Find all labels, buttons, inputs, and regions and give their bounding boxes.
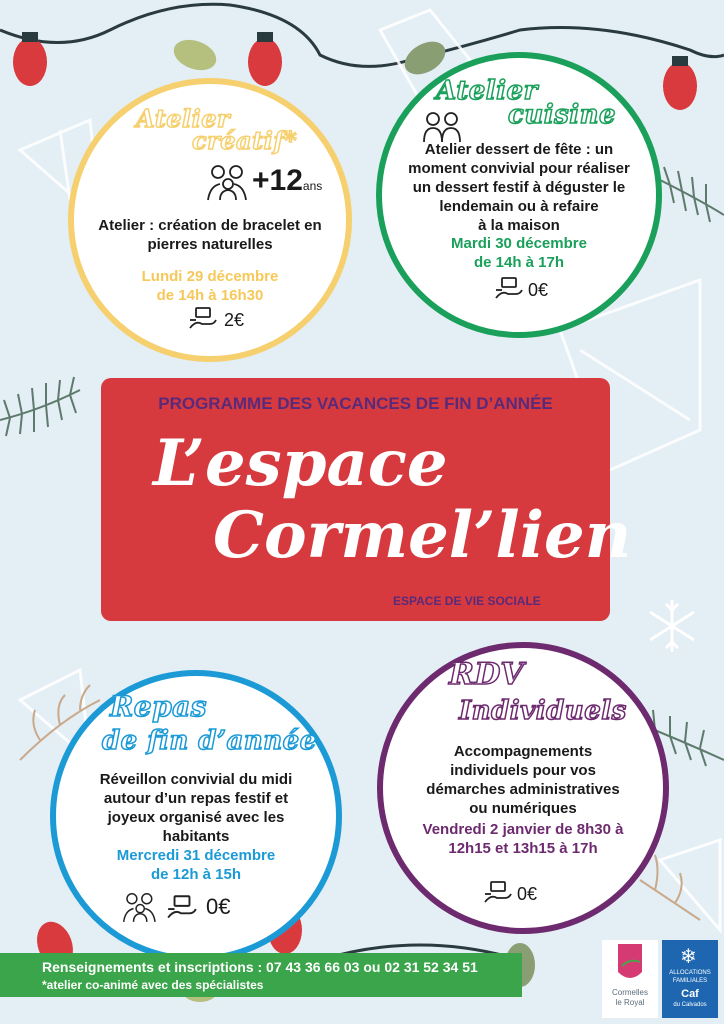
caf-line3: Caf	[681, 988, 699, 1000]
cuisine-title-line1: Atelier	[436, 76, 538, 106]
banner-tagline: ESPACE DE VIE SOCIALE	[393, 594, 541, 608]
cormelles-logo	[602, 940, 658, 1018]
rdv-description-line: individuels pour vos	[450, 762, 596, 779]
repas-description-line: habitants	[162, 828, 230, 845]
cormelles-emblem-icon	[614, 944, 646, 984]
title-banner	[101, 378, 632, 621]
rdv-title-line1: RDV	[449, 657, 525, 692]
creatif-date-line1: Lundi 29 décembre	[141, 268, 279, 285]
payment-hand-icon	[188, 306, 218, 332]
creatif-title-line1: Atelier	[136, 104, 231, 133]
repas-date-line1: Mercredi 31 décembre	[116, 847, 276, 864]
repas-circle	[50, 670, 342, 962]
family-icon	[122, 890, 160, 924]
repas-title-line2: de fin d’année	[102, 726, 317, 756]
caf-line2: FAMILIALES	[672, 978, 708, 984]
rdv-description-line: Accompagnements	[453, 743, 593, 760]
caf-line1: ALLOCATIONS	[669, 970, 711, 976]
creatif-price: 2€	[224, 310, 245, 330]
rdv-description-line: démarches administratives	[426, 781, 620, 798]
atelier-creatif-circle	[68, 78, 352, 362]
cuisine-description-line: Atelier dessert de fête : un	[424, 141, 614, 158]
rdv-circle	[377, 642, 669, 934]
rdv-description-line: ou numériques	[469, 800, 577, 817]
repas-title-line1: Repas	[110, 690, 208, 723]
repas-price: 0€	[206, 894, 231, 919]
rdv-date-line2: 12h15 et 13h15 à 17h	[448, 840, 598, 857]
atelier-cuisine-circle	[376, 52, 662, 338]
caf-line4: du Calvados	[673, 1002, 707, 1008]
creatif-title-line2: créatif*	[192, 126, 298, 155]
banner-subtitle: PROGRAMME DES VACANCES DE FIN D’ANNÉE	[158, 394, 553, 413]
family-icon	[206, 162, 252, 202]
rdv-price: 0€	[517, 884, 538, 904]
caf-snowflake-icon: ❄	[680, 944, 697, 968]
cuisine-date-line1: Mardi 30 décembre	[451, 235, 587, 252]
creatif-description-line1: Atelier : création de bracelet en	[98, 217, 322, 234]
cuisine-price: 0€	[528, 280, 549, 300]
age-unit: ans	[302, 179, 323, 193]
banner-title-line1: L’espace	[153, 426, 448, 501]
payment-hand-icon	[483, 880, 513, 906]
creatif-date-line2: de 14h à 16h30	[156, 287, 264, 304]
age-plus: +12	[252, 164, 303, 197]
cormelles-line2: le Royal	[615, 998, 645, 1007]
info-footer-bar	[0, 953, 522, 997]
cuisine-description-line: moment convivial pour réaliser	[408, 160, 630, 177]
creatif-description-line2: pierres naturelles	[147, 236, 273, 253]
parent-child-icon	[422, 110, 462, 144]
footnote: *atelier co-animé avec des spécialistes	[42, 978, 264, 992]
repas-description-line: Réveillon convivial du midi	[99, 771, 293, 788]
caf-logo	[662, 940, 718, 1018]
rdv-title-line2: Individuels	[459, 696, 627, 726]
rdv-date-line1: Vendredi 2 janvier de 8h30 à	[422, 821, 624, 838]
cuisine-date-line2: de 14h à 17h	[473, 254, 565, 271]
contact-info: Renseignements et inscriptions : 07 43 36 66 03 ou 02 31 52 34 51	[42, 959, 478, 975]
repas-date-line2: de 12h à 15h	[150, 866, 242, 883]
cuisine-description-line: lendemain ou à refaire	[439, 198, 599, 215]
cuisine-description-line: un dessert festif à déguster le	[412, 179, 626, 196]
cormelles-line1: Cormelles	[611, 988, 648, 997]
payment-hand-icon	[494, 276, 524, 302]
repas-description-line: joyeux organisé avec les	[107, 809, 285, 826]
payment-hand-icon	[166, 894, 198, 922]
cuisine-title-line2: cuisine	[508, 100, 617, 130]
banner-title-line2: Cormel’lien	[213, 498, 632, 573]
snowflake-icon	[650, 600, 694, 652]
cuisine-description-line: à la maison	[478, 217, 560, 234]
repas-description-line: autour d’un repas festif et	[103, 790, 289, 807]
